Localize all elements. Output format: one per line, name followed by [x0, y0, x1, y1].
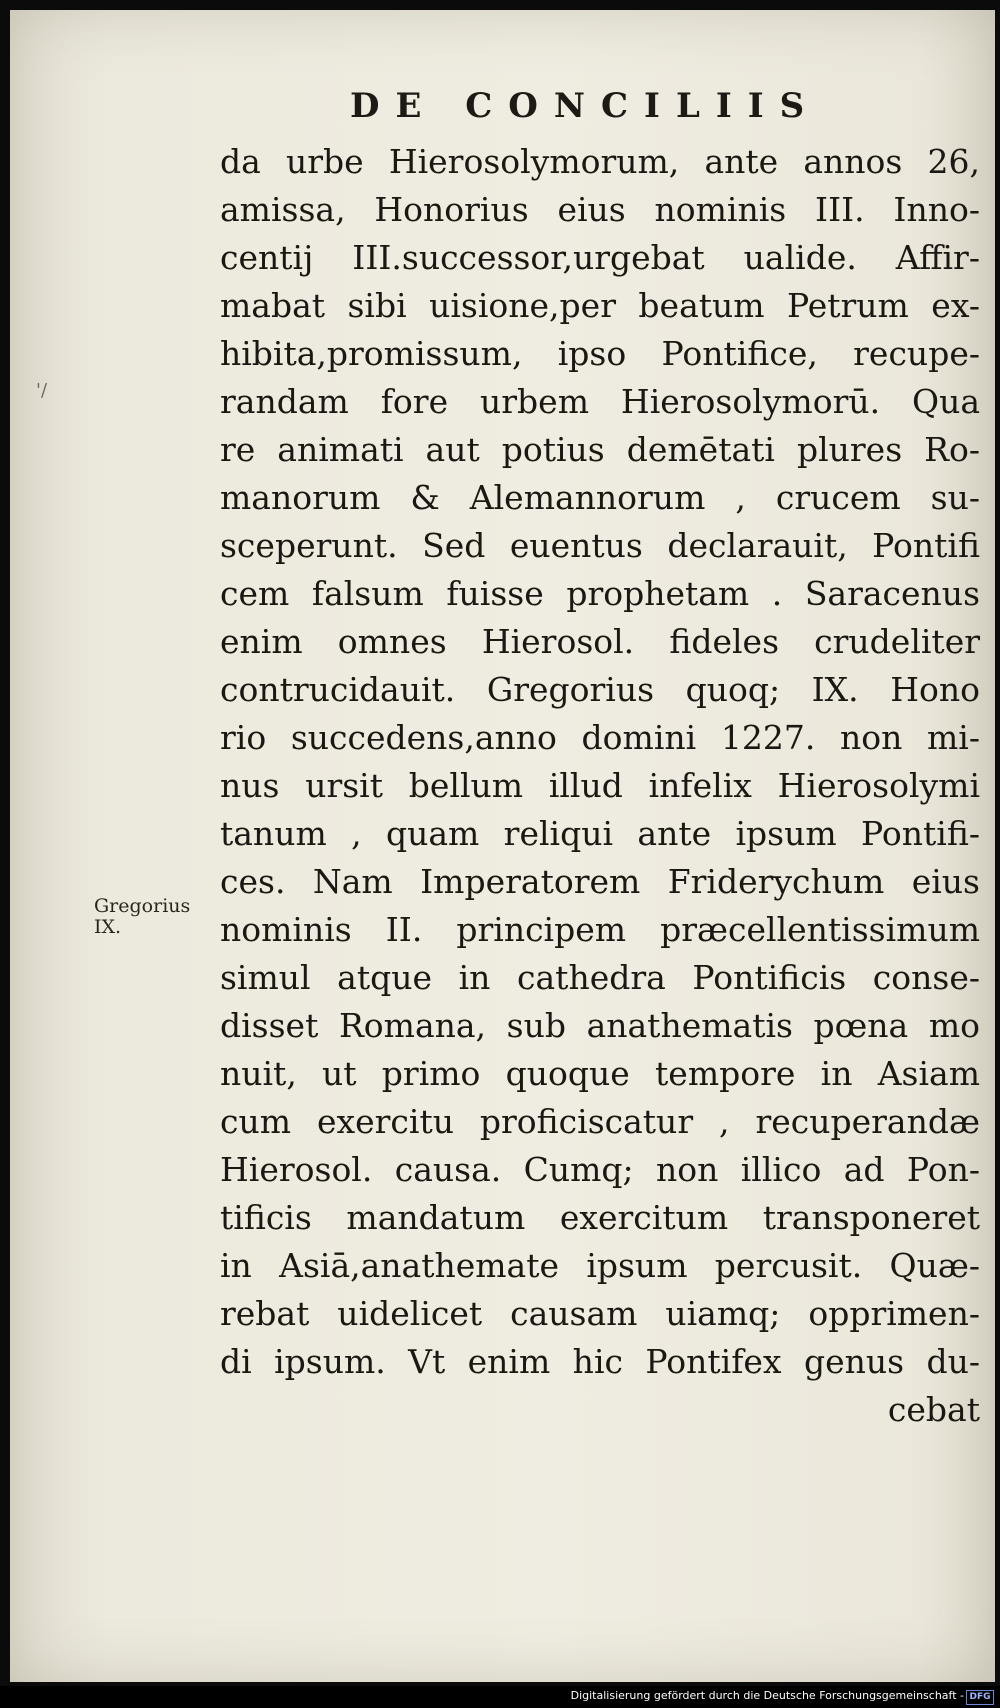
text-line: disset Romana, sub anathematis pœna mo [220, 1006, 980, 1045]
text-line: centij III.successor,urgebat ualide. Affir- [220, 238, 980, 277]
text-line: sceperunt. Sed euentus declarauit, Pontifi [220, 526, 980, 565]
text-line: simul atque in cathedra Pontificis conse- [220, 958, 980, 997]
text-line: randam fore urbem Hierosolymorū. Qua [220, 382, 980, 421]
book-page [10, 10, 995, 1682]
text-line: nuit, ut primo quoque tempore in Asiam [220, 1054, 980, 1093]
text-line: enim omnes Hierosol. fideles crudeliter [220, 622, 980, 661]
text-line: nus ursit bellum illud infelix Hierosolymi [220, 766, 980, 805]
body-text [220, 138, 980, 1434]
text-line: manorum & Alemannorum , crucem su- [220, 478, 980, 517]
text-line: cem falsum fuisse prophetam . Saracenus [220, 574, 980, 613]
text-line: contrucidauit. Gregorius quoq; IX. Hono [220, 670, 980, 709]
text-line: da urbe Hierosolymorum, ante annos 26, [220, 142, 980, 181]
text-line: re animati aut potius demētati plures Ro- [220, 430, 980, 469]
text-line: tificis mandatum exercitum transponeret [220, 1198, 980, 1237]
dfg-logo: DFG [966, 1690, 994, 1705]
text-line: rebat uidelicet causam uiamq; opprimen- [220, 1294, 980, 1333]
text-line: tanum , quam reliqui ante ipsum Pontifi- [220, 814, 980, 853]
footer-bar [0, 1686, 1000, 1708]
marginal-note-line: Gregorius [94, 895, 191, 917]
marginal-note-line: IX. [94, 916, 122, 938]
text-line: di ipsum. Vt enim hic Pontifex genus du- [220, 1342, 980, 1381]
text-line: nominis II. principem præcellentissimum [220, 910, 980, 949]
text-line: hibita,promissum, ipso Pontifice, recupe- [220, 334, 980, 373]
marginal-note [94, 896, 214, 938]
text-line: ces. Nam Imperatorem Friderychum eius [220, 862, 980, 901]
gutter-mark: '/ [36, 380, 48, 401]
text-line: rio succedens,anno domini 1227. non mi- [220, 718, 980, 757]
funding-credit: Digitalisierung gefördert durch die Deutsche Forschungsgemeinschaft - [570, 1689, 964, 1702]
running-head: DE CONCILIIS [350, 86, 821, 126]
catchword: cebat [887, 1390, 980, 1429]
text-line: mabat sibi uisione,per beatum Petrum ex- [220, 286, 980, 325]
text-line: in Asiā,anathemate ipsum percusit. Quæ- [220, 1246, 980, 1285]
text-line: Hierosol. causa. Cumq; non illico ad Pon- [220, 1150, 980, 1189]
text-line: cum exercitu proficiscatur , recuperandæ [220, 1102, 980, 1141]
text-line: amissa, Honorius eius nominis III. Inno- [220, 190, 980, 229]
